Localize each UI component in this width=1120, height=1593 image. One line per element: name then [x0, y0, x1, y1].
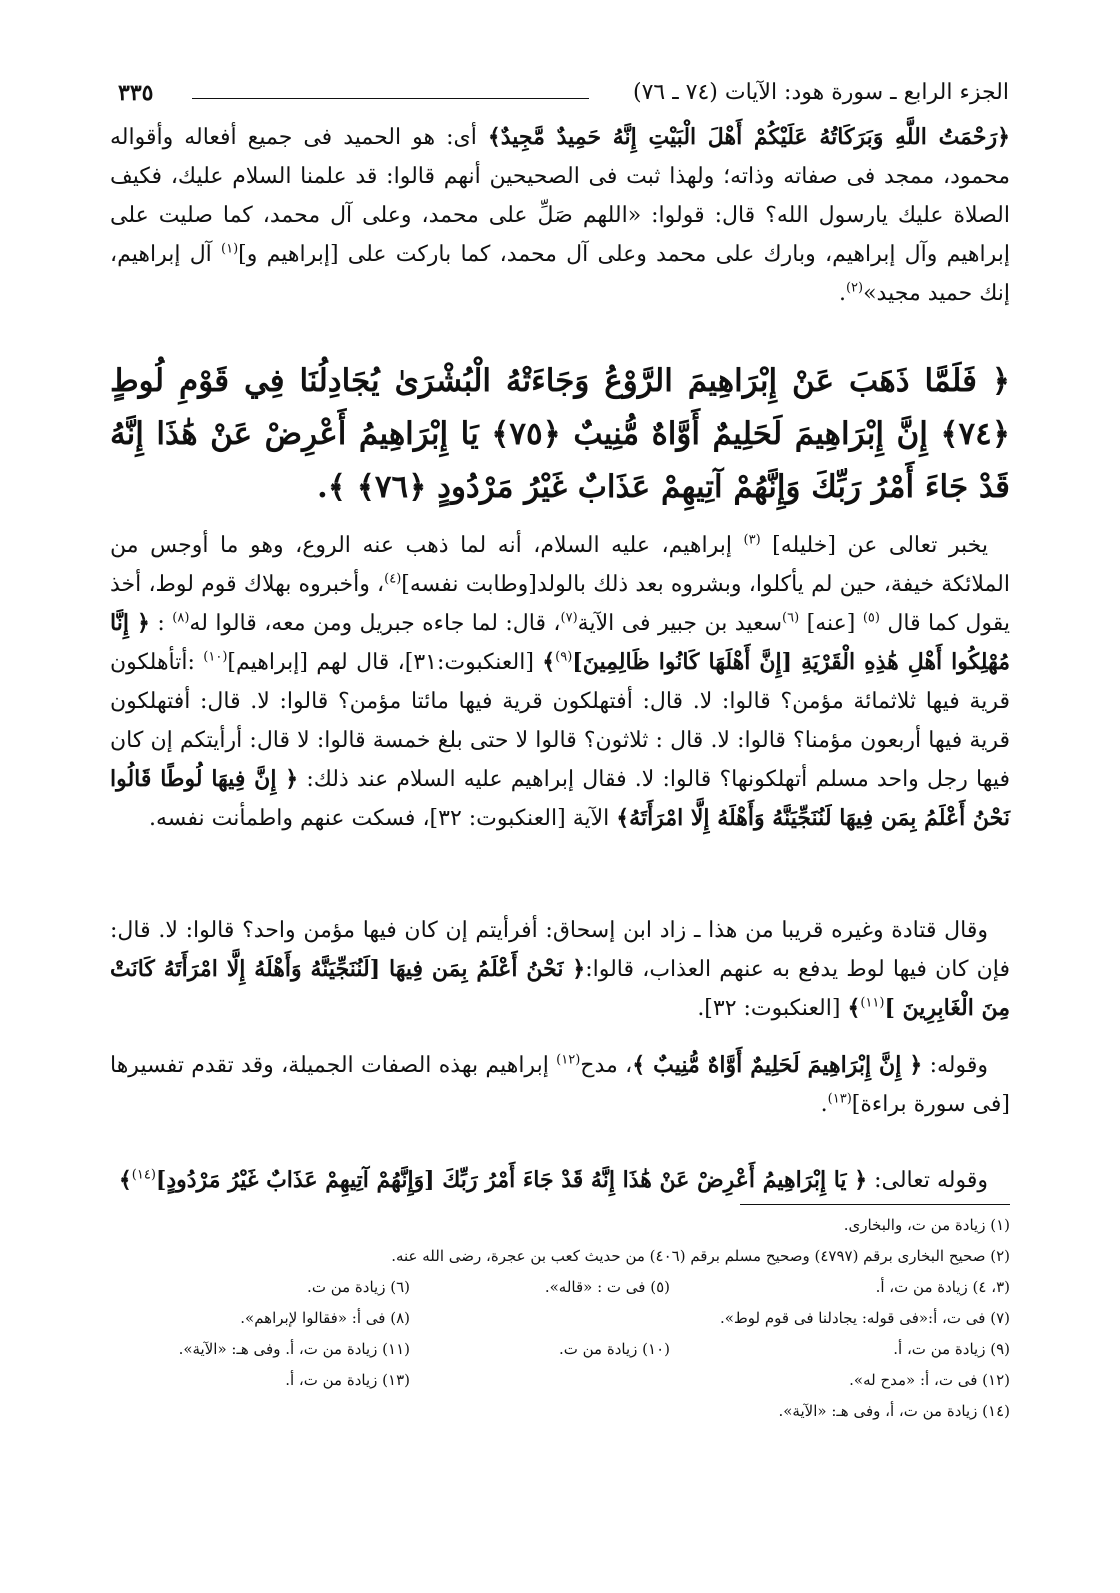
- body-text: آل إبراهيم، إنك حميد مجيد»: [110, 242, 1010, 306]
- page-number: ٣٣٥: [118, 80, 154, 106]
- footnote-ref: (٩): [555, 649, 573, 665]
- body-text: :: [149, 611, 173, 636]
- footnote: (٨) فى أ: «فقالوا لإبراهم».: [240, 1309, 410, 1327]
- body-text: [العنكبوت:٣١]، قال لهم [إبراهيم]: [227, 650, 543, 675]
- body-text: [عنه]: [799, 611, 863, 636]
- body-text: ، مدح: [580, 1053, 633, 1078]
- quran-quote: ﴿ يَا إِبْرَاهِيمُ أَعْرِضْ عَنْ هَٰذَا إِنَّهُ قَدْ جَاءَ أَمْرُ رَبِّكَ [وَإِنَّهُمْ آتِيهِمْ عَذَابٌ غَيْرُ مَرْدُودٍ]: [155, 1167, 868, 1193]
- body-text: إبراهيم، عليه السلام، أنه لما ذهب عنه الروع، وهو ما أوجس من الملائكة خيفة، حين لم يأكلوا، وبشروه بعد ذلك بالولد[وطابت نفسه]: [110, 533, 1010, 597]
- footnote: (٥) فى ت : «قاله».: [544, 1278, 670, 1296]
- body-text: الآية [العنكبوت: ٣٢]، فسكت عنهم واطمأنت نفسه.: [148, 806, 617, 831]
- footnote-ref: (١٢): [556, 1052, 581, 1068]
- body-text: وقوله:: [922, 1053, 988, 1078]
- quran-verse-block: ﴿ فَلَمَّا ذَهَبَ عَنْ إِبْرَاهِيمَ الرَّوْعُ وَجَاءَتْهُ الْبُشْرَىٰ يُجَادِلُنَا فِي قَوْمِ لُوطٍ ﴿٧٤﴾ إِنَّ إِبْرَاهِيمَ لَحَلِيمٌ أَوَّاهٌ مُّنِيبٌ ﴿٧٥﴾ يَا إِبْرَاهِيمُ أَعْرِضْ عَنْ هَٰذَا إِنَّهُ قَدْ جَاءَ أَمْرُ رَبِّكَ وَإِنَّهُمْ آتِيهِمْ عَذَابٌ غَيْرُ مَرْدُودٍ ﴿٧٦﴾ ﴾.: [110, 363, 1010, 505]
- footnote-row: [130, 1241, 1010, 1272]
- body-text: إبراهيم بهذه الصفات الجميلة، وقد تقدم تفسيرها [فى سورة براءة]: [110, 1053, 1010, 1117]
- footnote-row: [130, 1334, 1010, 1365]
- commentary-text: [110, 526, 1010, 838]
- body-text: ، قال: لما جاءه جبريل ومن معه، قالوا له: [189, 611, 561, 636]
- footnote-ref: (٨): [172, 610, 190, 626]
- footnote: (١٤) زيادة من ت، أ، وفى هـ: «الآية».: [778, 1402, 1010, 1420]
- footnote: (١) زيادة من ت، والبخارى.: [843, 1216, 1010, 1234]
- running-header: [118, 78, 1009, 118]
- footnote: (١٠) زيادة من ت.: [558, 1340, 670, 1358]
- footnote: (٩) زيادة من ت، أ.: [893, 1340, 1010, 1358]
- footnote-ref: (١٠): [203, 649, 228, 665]
- header-title: الجزء الرابع ـ سورة هود: الآيات (٧٤ ـ ٧٦): [632, 80, 1009, 105]
- quran-quote-end: ﴾: [847, 995, 861, 1021]
- footnote-ref: (٢): [845, 280, 864, 296]
- body-text: .: [838, 281, 846, 306]
- footnote: (١١) زيادة من ت، أ. وفى هـ: «الآية».: [178, 1340, 410, 1358]
- intro-paragraph: [110, 118, 1010, 313]
- footnote-ref: (١): [221, 241, 239, 257]
- body-text: ، وأخبروه بهلاك قوم لوط، أخذ يقول كما قال: [110, 572, 1011, 636]
- quran-quote: ﴿رَحْمَتُ اللَّهِ وَبَرَكَاتُهُ عَلَيْكُمْ أَهْلَ الْبَيْتِ إِنَّهُ حَمِيدٌ مَّجِيدٌ﴾: [487, 124, 1011, 150]
- footnote-row: [130, 1365, 1010, 1396]
- footnote-ref: (٥): [862, 610, 880, 626]
- footnote-row: [130, 1210, 1010, 1241]
- praise-paragraph: [110, 1046, 1010, 1124]
- praise-text: [110, 1046, 1010, 1124]
- quran-quote: ﴿ إِنَّ فِيهَا لُوطًا قَالُوا نَحْنُ أَعْلَمُ بِمَن فِيهَا لَنُنَجِّيَنَّهُ وَأَهْلَهُ إِلَّا امْرَأَتَهُ﴾: [110, 766, 1010, 831]
- body-text: أى: هو الحميد فى جميع أفعاله وأقواله محمود، ممجد فى صفاته وذاته؛ ولهذا ثبت فى الصحيحين أنهم قالوا: قد علمنا السلام عليك، فكيف الصلاة عليك يارسول الله؟ قال: قولوا: «اللهم صَلِّ على محمد، وعلى آل محمد، كما صليت على إبراهيم وآل إبراهيم، وبارك على محمد وعلى آل محمد، كما باركت على [إبراهيم و]: [110, 125, 1010, 267]
- quran-quote-end: ﴾: [118, 1167, 132, 1193]
- footnote-ref: (٣): [743, 532, 761, 548]
- footnote-row: [130, 1272, 1010, 1303]
- body-text: [العنكبوت: ٣٢].: [697, 996, 848, 1021]
- final-paragraph: [110, 1161, 1010, 1200]
- footnote-ref: (٧): [560, 610, 578, 626]
- body-text: سعيد بن جبير فى الآية: [577, 611, 783, 636]
- footnote: (١٣) زيادة من ت، أ.: [285, 1371, 410, 1389]
- footnote-ref: (١٤): [131, 1167, 156, 1183]
- footnote-ref: (١١): [860, 995, 885, 1011]
- footnote-row: [130, 1303, 1010, 1334]
- footnote-ref: (٤): [384, 571, 402, 587]
- footnote: (٢) صحيح البخارى برقم (٤٧٩٧) وصحيح مسلم برقم (٤٠٦) من حديث كعب بن عجرة، رضى الله عنه.: [391, 1247, 1010, 1265]
- body-text: وقال قتادة وغيره قريبا من هذا ـ زاد ابن إسحاق: أفرأيتم إن كان فيها مؤمن واحد؟ قالوا: لا. قال: فإن كان فيها لوط يدفع به عنهم العذاب، قالوا:: [110, 918, 1010, 982]
- qatada-paragraph: [110, 911, 1010, 1028]
- header-rule: [192, 98, 589, 99]
- footnote-ref: (٦): [782, 610, 800, 626]
- quran-quote: ﴿ إِنَّا مُهْلِكُوا أَهْلِ هَٰذِهِ الْقَرْيَةِ [إِنَّ أَهْلَهَا كَانُوا ظَالِمِينَ]: [110, 610, 1011, 675]
- footnote-ref: (١٣): [827, 1091, 852, 1107]
- quran-quote: ﴿ إِنَّ إِبْرَاهِيمَ لَحَلِيمٌ أَوَّاهٌ مُّنِيبٌ ﴾: [632, 1052, 923, 1078]
- quran-quote-end: ﴾: [542, 649, 556, 675]
- quran-quote: ﴿ نَحْنُ أَعْلَمُ بِمَن فِيهَا [لَنُنَجِّيَنَّهُ وَأَهْلَهُ إِلَّا امْرَأَتَهُ كَانَتْ مِنَ الْغَابِرِينَ ]: [110, 956, 1010, 1021]
- footnotes: [130, 1210, 1010, 1427]
- body-text: :أتأهلكون قرية فيها ثلاثمائة مؤمن؟ قالوا: لا. قال: أفتهلكون قرية فيها مائتا مؤمن؟ قالوا: لا. قال: أفتهلكون قرية فيها أربعون مؤمنا؟ قالوا: لا. قال : ثلاثون؟ قالوا لا حتى بلغ خمسة قالوا: لا قال: أرأيتكم إن كان فيها رجل واحد مسلم أتهلكونها؟ قالوا: لا. فقال إبراهيم عليه السلام عند ذلك:: [110, 650, 1011, 792]
- body-text: يخبر تعالى عن [خليله]: [760, 533, 988, 558]
- body-text: .: [820, 1092, 828, 1117]
- footnote: (١٢) فى ت، أ: «مدح له».: [849, 1371, 1010, 1389]
- final-text: [110, 1161, 1010, 1200]
- body-text: وقوله تعالى:: [867, 1168, 988, 1193]
- intro-text: [110, 118, 1010, 313]
- footnote: (٦) زيادة من ت.: [307, 1278, 410, 1296]
- footnote-row: [130, 1396, 1010, 1427]
- commentary-paragraph: [110, 526, 1010, 838]
- footnote: (٣، ٤) زيادة من ت، أ.: [875, 1278, 1010, 1296]
- qatada-text: [110, 911, 1010, 1028]
- footnote: (٧) فى ت، أ:«فى قوله: يجادلنا فى قوم لوط».: [719, 1309, 1010, 1327]
- footnote-separator: [740, 1204, 1010, 1205]
